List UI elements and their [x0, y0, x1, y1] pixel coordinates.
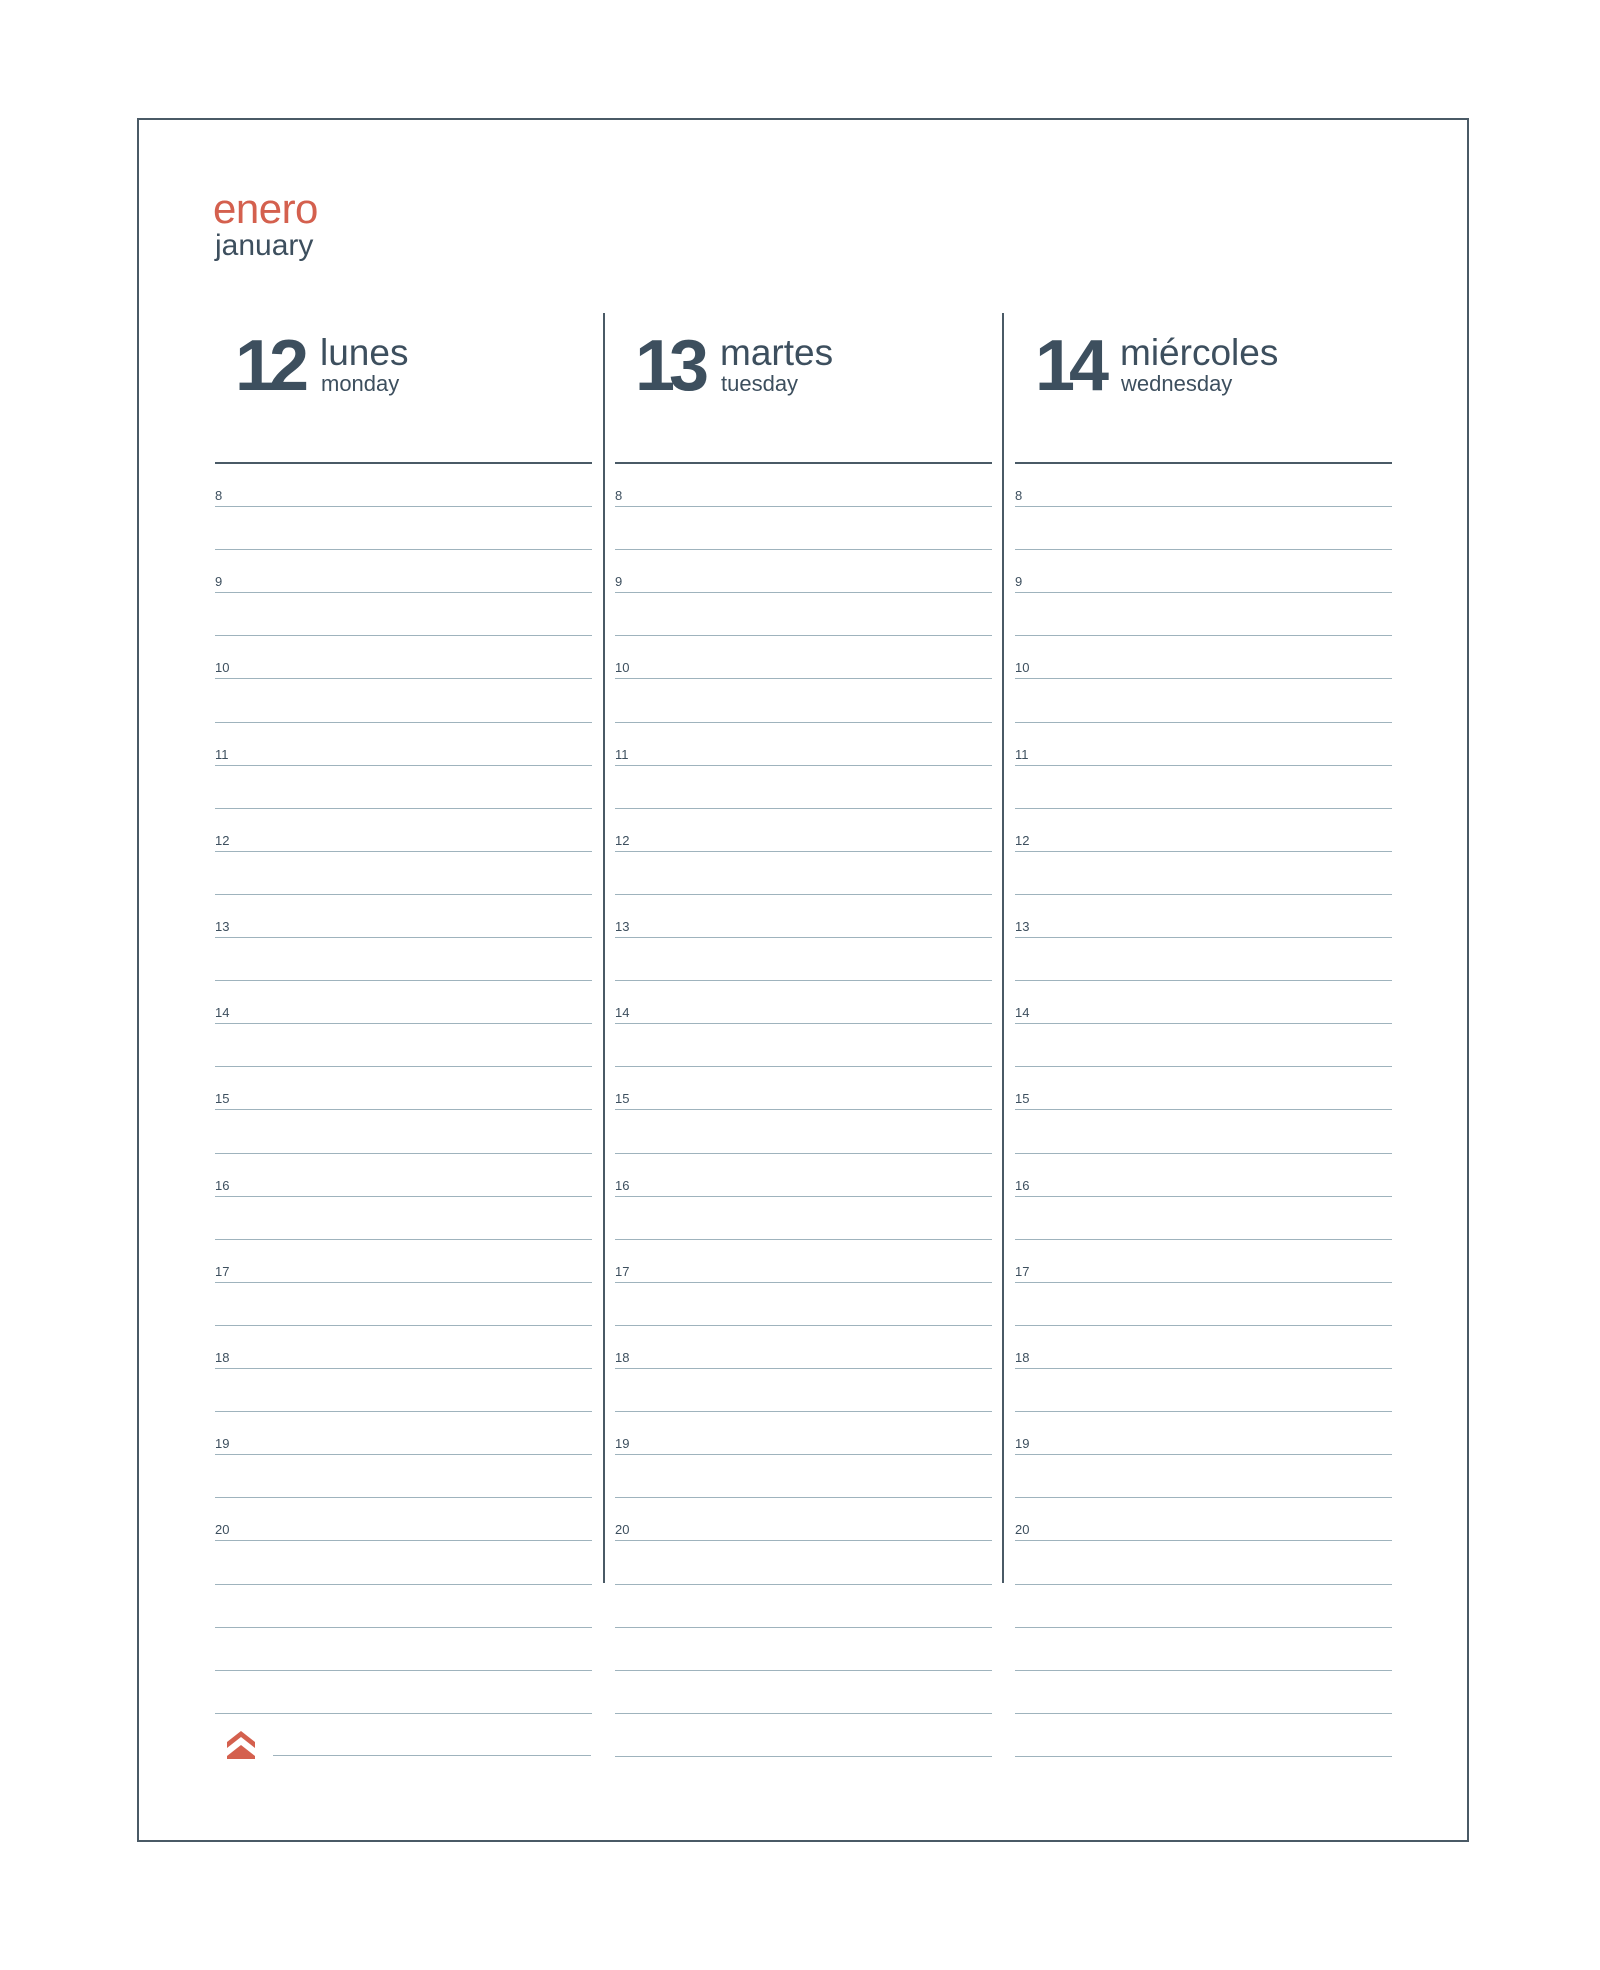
notes-rule [215, 1670, 592, 1671]
hour-label: 16 [1015, 1177, 1030, 1193]
hour-label: 12 [615, 832, 630, 848]
hour-rule [1015, 506, 1392, 507]
hour-label: 16 [215, 1177, 230, 1193]
notes-rule [615, 1670, 992, 1671]
hour-rule [615, 1368, 992, 1369]
day-column [215, 300, 592, 1760]
half-hour-rule [615, 980, 992, 981]
hour-rule [215, 592, 592, 593]
hour-label: 9 [615, 574, 623, 590]
hour-label: 18 [1015, 1350, 1030, 1365]
half-hour-rule [615, 1239, 992, 1240]
month-title-english: january [215, 229, 314, 262]
hour-label: 17 [615, 1263, 630, 1279]
hour-label: 15 [215, 1091, 230, 1107]
hour-rule [215, 851, 592, 852]
half-hour-rule [215, 1325, 592, 1326]
hour-rule [615, 678, 992, 679]
day-number: 14 [1035, 326, 1104, 406]
notes-rule [615, 1756, 992, 1757]
hour-rule [1015, 678, 1392, 679]
notes-rule [615, 1713, 992, 1714]
header-rule [1015, 462, 1392, 464]
half-hour-rule [615, 722, 992, 723]
hour-label: 20 [215, 1522, 230, 1538]
half-hour-rule [1015, 635, 1392, 636]
hour-label: 10 [1015, 660, 1030, 676]
hour-rule [1015, 765, 1392, 766]
hour-label: 8 [215, 488, 223, 503]
hour-rule [615, 937, 992, 938]
hour-rule [1015, 1196, 1392, 1197]
notes-rule [1015, 1756, 1392, 1757]
header-rule [215, 462, 592, 464]
hour-rule [615, 851, 992, 852]
hour-label: 12 [1015, 832, 1030, 848]
half-hour-rule [215, 808, 592, 809]
hour-label: 14 [1015, 1005, 1030, 1021]
hour-label: 9 [1015, 574, 1023, 590]
hour-label: 8 [615, 488, 623, 503]
hour-label: 11 [215, 746, 229, 762]
half-hour-rule [215, 1497, 592, 1498]
half-hour-rule [1015, 1066, 1392, 1067]
hour-rule [215, 506, 592, 507]
half-hour-rule [1015, 549, 1392, 550]
half-hour-rule [615, 1497, 992, 1498]
hour-rule [215, 1454, 592, 1455]
hour-rule [615, 1023, 992, 1024]
hour-label: 19 [1015, 1436, 1030, 1452]
half-hour-rule [615, 549, 992, 550]
hour-rule [215, 1109, 592, 1110]
half-hour-rule [215, 549, 592, 550]
hour-rule [215, 937, 592, 938]
hour-label: 9 [215, 574, 223, 590]
hour-label: 15 [1015, 1091, 1030, 1107]
hour-label: 16 [615, 1177, 630, 1193]
hour-label: 20 [1015, 1522, 1030, 1538]
hour-rule [1015, 937, 1392, 938]
half-hour-rule [615, 635, 992, 636]
hour-rule [1015, 592, 1392, 593]
notes-rule [1015, 1670, 1392, 1671]
half-hour-rule [1015, 1584, 1392, 1585]
half-hour-rule [1015, 1239, 1392, 1240]
hour-rule [1015, 851, 1392, 852]
hour-rule [1015, 1282, 1392, 1283]
half-hour-rule [615, 894, 992, 895]
day-name-spanish: lunes [320, 332, 409, 373]
hour-rule [615, 1454, 992, 1455]
hour-rule [215, 765, 592, 766]
column-divider [1002, 313, 1004, 1583]
hour-label: 17 [215, 1263, 230, 1279]
hour-rule [1015, 1454, 1392, 1455]
hour-label: 12 [215, 832, 230, 848]
day-number: 12 [235, 326, 304, 406]
half-hour-rule [1015, 980, 1392, 981]
hour-label: 18 [215, 1350, 230, 1365]
hour-rule [615, 592, 992, 593]
hour-label: 13 [215, 919, 230, 934]
hour-label: 19 [215, 1436, 230, 1452]
half-hour-rule [1015, 1411, 1392, 1412]
notes-rule [1015, 1713, 1392, 1714]
hour-rule [215, 1023, 592, 1024]
half-hour-rule [615, 808, 992, 809]
hour-label: 14 [215, 1005, 230, 1021]
half-hour-rule [1015, 1325, 1392, 1326]
half-hour-rule [215, 980, 592, 981]
month-title-spanish: enero [213, 185, 318, 232]
day-column [1015, 300, 1392, 1760]
hour-rule [615, 1109, 992, 1110]
half-hour-rule [1015, 722, 1392, 723]
day-name-spanish: martes [720, 332, 834, 373]
hour-label: 11 [615, 746, 629, 762]
half-hour-rule [215, 1584, 592, 1585]
half-hour-rule [615, 1411, 992, 1412]
half-hour-rule [215, 722, 592, 723]
half-hour-rule [615, 1325, 992, 1326]
day-name-english: wednesday [1121, 371, 1233, 396]
day-number: 13 [635, 326, 704, 406]
hour-label: 20 [615, 1522, 630, 1538]
hour-rule [215, 1540, 592, 1541]
notes-rule [615, 1627, 992, 1628]
hour-rule [215, 678, 592, 679]
hour-label: 10 [615, 660, 630, 676]
half-hour-rule [215, 1239, 592, 1240]
hour-rule [215, 1368, 592, 1369]
notes-rule [215, 1627, 592, 1628]
hour-rule [1015, 1540, 1392, 1541]
hour-label: 13 [1015, 919, 1030, 934]
hour-rule [615, 765, 992, 766]
hour-rule [215, 1282, 592, 1283]
half-hour-rule [215, 1411, 592, 1412]
day-name-spanish: miércoles [1120, 332, 1279, 373]
half-hour-rule [615, 1584, 992, 1585]
half-hour-rule [1015, 894, 1392, 895]
hour-label: 13 [615, 919, 630, 934]
hour-rule [615, 1282, 992, 1283]
day-name-english: tuesday [721, 371, 799, 396]
half-hour-rule [615, 1066, 992, 1067]
notes-line [273, 1755, 591, 1756]
half-hour-rule [215, 1153, 592, 1154]
half-hour-rule [215, 1066, 592, 1067]
hour-rule [615, 506, 992, 507]
hour-label: 17 [1015, 1263, 1030, 1279]
hour-rule [1015, 1368, 1392, 1369]
hour-label: 14 [615, 1005, 630, 1021]
hour-rule [1015, 1109, 1392, 1110]
chevron-up-logo-icon [225, 1728, 257, 1760]
day-name-english: monday [321, 371, 400, 396]
hour-label: 19 [615, 1436, 630, 1452]
notes-rule [1015, 1627, 1392, 1628]
half-hour-rule [215, 894, 592, 895]
header-rule [615, 462, 992, 464]
hour-label: 11 [1015, 746, 1029, 762]
hour-rule [215, 1196, 592, 1197]
hour-label: 8 [1015, 488, 1023, 503]
hour-rule [1015, 1023, 1392, 1024]
hour-rule [615, 1540, 992, 1541]
half-hour-rule [215, 635, 592, 636]
half-hour-rule [615, 1153, 992, 1154]
half-hour-rule [1015, 808, 1392, 809]
hour-rule [615, 1196, 992, 1197]
half-hour-rule [1015, 1497, 1392, 1498]
hour-label: 18 [615, 1350, 630, 1365]
half-hour-rule [1015, 1153, 1392, 1154]
day-column [615, 300, 992, 1760]
notes-rule [215, 1713, 592, 1714]
hour-label: 10 [215, 660, 230, 676]
column-divider [603, 313, 605, 1583]
hour-label: 15 [615, 1091, 630, 1107]
